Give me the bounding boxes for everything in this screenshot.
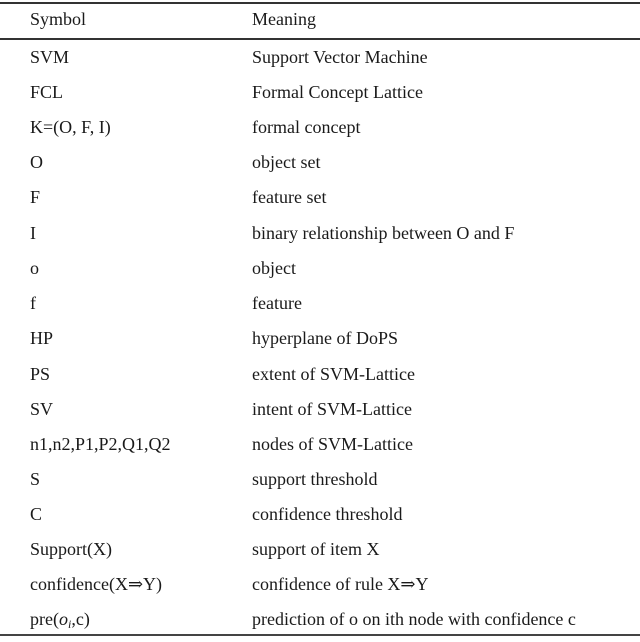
- symbol-cell: PS: [30, 364, 51, 384]
- table-row: [0, 567, 640, 602]
- table-row: [0, 286, 640, 321]
- meaning-cell: object set: [252, 152, 321, 172]
- table-row: [0, 251, 640, 286]
- symbol-cell: I: [30, 223, 36, 243]
- meaning-cell: nodes of SVM-Lattice: [252, 434, 413, 454]
- symbol-variable: o: [58, 609, 68, 629]
- meaning-cell: Formal Concept Lattice: [252, 82, 423, 102]
- meaning-cell: formal concept: [252, 117, 361, 137]
- header-meaning: Meaning: [252, 9, 316, 29]
- meaning-cell: prediction of o on ith node with confidence c: [252, 609, 576, 629]
- table-row: [0, 216, 640, 251]
- meaning-cell: feature set: [252, 187, 327, 207]
- table-row: [0, 497, 640, 532]
- symbol-cell: FCL: [30, 82, 64, 102]
- table-header-row: [0, 2, 640, 37]
- table-row: [0, 321, 640, 356]
- symbol-cell: confidence(X⇒Y): [30, 574, 163, 594]
- symbol-cell: S: [30, 469, 41, 489]
- meaning-cell: binary relationship between O and F: [252, 223, 515, 243]
- symbol-cell: O: [30, 152, 43, 172]
- symbol-prefix: pre(: [30, 609, 59, 629]
- symbol-cell: f: [30, 293, 36, 313]
- symbol-cell: C: [30, 504, 43, 524]
- symbol-suffix: ,c): [71, 609, 90, 629]
- symbol-subscript: i: [67, 617, 72, 631]
- symbol-cell: SVM: [30, 47, 70, 67]
- table-row: [0, 110, 640, 145]
- symbol-cell: HP: [30, 328, 54, 348]
- symbol-cell: K=(O, F, I): [30, 117, 111, 137]
- symbol-cell: [30, 602, 90, 642]
- table-row: [0, 532, 640, 567]
- meaning-cell: support of item X: [252, 539, 380, 559]
- meaning-cell: object: [252, 258, 296, 278]
- meaning-cell: extent of SVM-Lattice: [252, 364, 415, 384]
- table-row: [0, 145, 640, 180]
- symbol-cell: o: [30, 258, 39, 278]
- meaning-cell: confidence of rule X⇒Y: [252, 574, 429, 594]
- table-row: [0, 392, 640, 427]
- table-row: [0, 75, 640, 110]
- table-row: [0, 180, 640, 215]
- table-row: [0, 427, 640, 462]
- table-row: [0, 462, 640, 497]
- meaning-cell: Support Vector Machine: [252, 47, 428, 67]
- table-bottom-rule: [0, 634, 640, 636]
- table-row: [0, 357, 640, 392]
- table-row: [0, 40, 640, 75]
- symbol-cell: Support(X): [30, 539, 112, 559]
- meaning-cell: confidence threshold: [252, 504, 403, 524]
- symbol-cell: n1,n2,P1,P2,Q1,Q2: [30, 434, 171, 454]
- table-row: [0, 602, 640, 637]
- header-symbol: Symbol: [30, 9, 87, 29]
- meaning-cell: feature: [252, 293, 302, 313]
- symbol-cell: F: [30, 187, 41, 207]
- meaning-cell: intent of SVM-Lattice: [252, 399, 412, 419]
- symbol-cell: SV: [30, 399, 54, 419]
- meaning-cell: support threshold: [252, 469, 378, 489]
- meaning-cell: hyperplane of DoPS: [252, 328, 398, 348]
